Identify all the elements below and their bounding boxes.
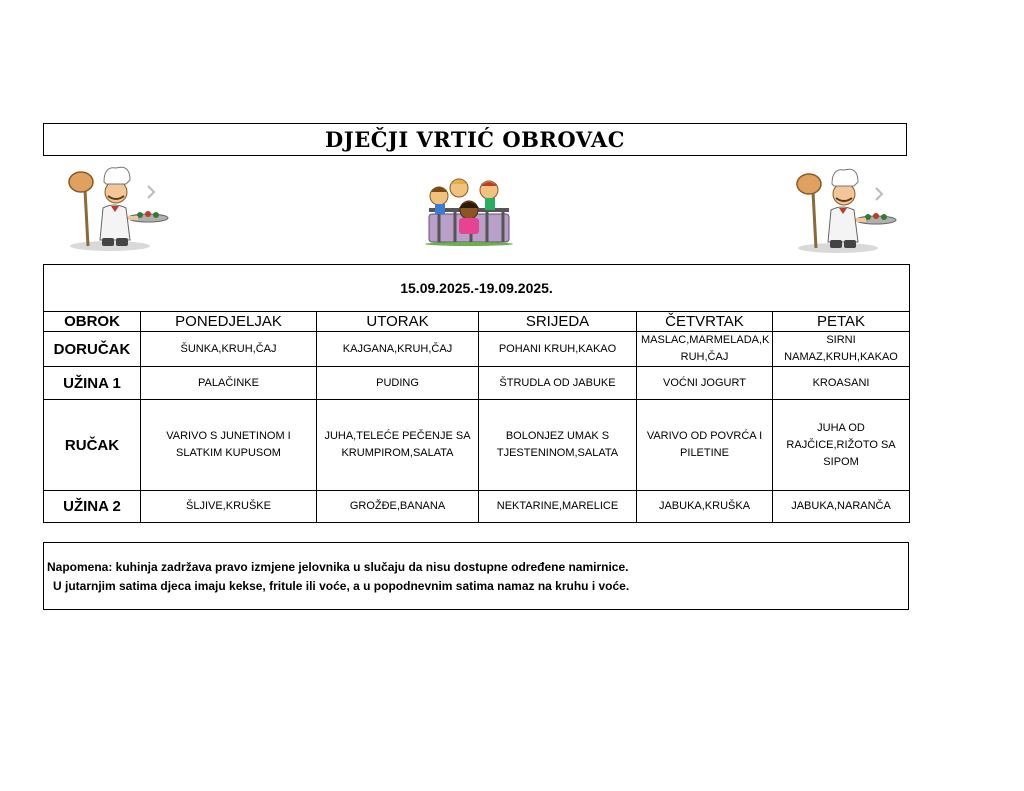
- menu-cell: VARIVO S JUNETINOM I SLATKIM KUPUSOM: [141, 400, 317, 491]
- menu-cell: SIRNI NAMAZ,KRUH,KAKAO: [773, 332, 910, 367]
- menu-cell: PUDING: [317, 367, 479, 400]
- week-date-range: 15.09.2025.-19.09.2025.: [44, 265, 910, 312]
- header-row: [44, 312, 910, 332]
- menu-cell: JUHA,TELEĆE PEČENJE SA KRUMPIROM,SALATA: [317, 400, 479, 491]
- menu-cell: VOĆNI JOGURT: [637, 367, 773, 400]
- menu-cell: PALAČINKE: [141, 367, 317, 400]
- week-row: [44, 265, 910, 312]
- page-title: DJEČJI VRTIĆ OBROVAC: [325, 127, 625, 152]
- menu-cell: JUHA OD RAJČICE,RIŽOTO SA SIPOM: [773, 400, 910, 491]
- header-day: PETAK: [773, 312, 910, 332]
- menu-cell: JABUKA,NARANČA: [773, 491, 910, 523]
- header-day: ČETVRTAK: [637, 312, 773, 332]
- menu-cell: NEKTARINE,MARELICE: [479, 491, 637, 523]
- menu-cell: BOLONJEZ UMAK S TJESTENINOM,SALATA: [479, 400, 637, 491]
- menu-cell: POHANI KRUH,KAKAO: [479, 332, 637, 367]
- children-illustration: [415, 174, 521, 246]
- note-line: Napomena: kuhinja zadržava pravo izmjene jelovnika u slučaju da nisu dostupne određene namirnice.: [47, 560, 629, 574]
- header-day: SRIJEDA: [479, 312, 637, 332]
- chef-illustration-left: [48, 160, 172, 252]
- menu-table: [43, 264, 910, 523]
- menu-cell: MASLAC,MARMELADA,K RUH,ČAJ: [637, 332, 773, 367]
- menu-cell: ŠLJIVE,KRUŠKE: [141, 491, 317, 523]
- note-box: [43, 542, 909, 610]
- menu-cell: KAJGANA,KRUH,ČAJ: [317, 332, 479, 367]
- meal-label: UŽINA 1: [44, 367, 141, 400]
- title-box: [43, 123, 907, 156]
- menu-cell: GROŽĐE,BANANA: [317, 491, 479, 523]
- menu-cell: KROASANI: [773, 367, 910, 400]
- menu-cell: JABUKA,KRUŠKA: [637, 491, 773, 523]
- menu-cell: VARIVO OD POVRĆA I PILETINE: [637, 400, 773, 491]
- table-row: [44, 400, 910, 491]
- menu-cell: ŠUNKA,KRUH,ČAJ: [141, 332, 317, 367]
- menu-cell: ŠTRUDLA OD JABUKE: [479, 367, 637, 400]
- header-day: PONEDJELJAK: [141, 312, 317, 332]
- meal-label: RUČAK: [44, 400, 141, 491]
- table-row: [44, 367, 910, 400]
- chef-illustration-right: [776, 162, 900, 254]
- meal-label: DORUČAK: [44, 332, 141, 367]
- table-row: [44, 491, 910, 523]
- header-meal: OBROK: [44, 312, 141, 332]
- meal-label: UŽINA 2: [44, 491, 141, 523]
- note-line: U jutarnjim satima djeca imaju kekse, fritule ili voće, a u popodnevnim satima namaz na kruhu i voće.: [53, 579, 630, 593]
- table-row: [44, 332, 910, 367]
- header-day: UTORAK: [317, 312, 479, 332]
